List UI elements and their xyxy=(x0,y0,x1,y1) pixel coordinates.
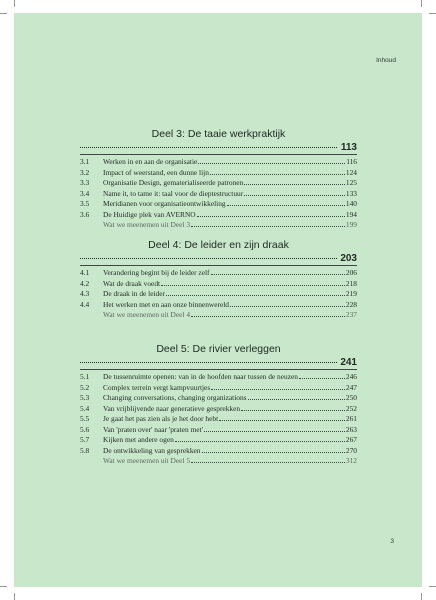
running-header: Inhoud xyxy=(376,57,396,64)
entry-title: Meridianen voor organisatieontwikkeling xyxy=(103,199,226,208)
toc-entry xyxy=(80,372,357,383)
entry-page: 252 xyxy=(345,403,357,413)
section-title: Deel 4: De leider en zijn draak xyxy=(148,239,289,251)
toc-entry xyxy=(80,300,357,311)
entry-title: Wat de draak voedt xyxy=(103,278,161,288)
crop-mark-bottom-left-h xyxy=(0,586,7,587)
summary-title: Wat we meenemen uit Deel 4 xyxy=(103,310,191,319)
leader-dots xyxy=(230,306,345,307)
crop-mark-bottom-right xyxy=(421,593,422,600)
toc-entry xyxy=(80,178,357,189)
leader-dots xyxy=(191,316,345,317)
toc-entry xyxy=(80,157,357,168)
toc-summary-entry xyxy=(80,456,357,467)
toc-entry xyxy=(80,414,357,425)
summary-title: Wat we meenemen uit Deel 5 xyxy=(103,456,191,465)
entry-page: 247 xyxy=(345,382,357,392)
toc-section-deel-4 xyxy=(80,238,357,321)
leader-dots xyxy=(299,378,345,379)
toc-entry xyxy=(80,393,357,404)
leader-dots xyxy=(248,399,345,400)
entry-number: 5.8 xyxy=(80,445,90,455)
entry-number: 4.1 xyxy=(80,268,90,277)
entry-page: 263 xyxy=(345,424,357,434)
entry-title: Werken in en aan de organisatie xyxy=(103,157,198,166)
entry-number: 3.5 xyxy=(80,199,90,208)
leader-dots xyxy=(80,362,337,363)
leader-dots xyxy=(161,285,345,286)
leader-dots xyxy=(197,216,345,217)
section-page-line xyxy=(80,253,357,265)
crop-mark-top-left-h xyxy=(0,13,7,14)
entry-title: Organisatie Design, gematerialiseerde patronen xyxy=(103,178,244,187)
entry-title: De ontwikkeling van gesprekken xyxy=(103,445,201,455)
entry-page: 206 xyxy=(345,268,357,277)
section-title: Deel 3: De taaie werkpraktijk xyxy=(151,128,286,140)
entry-number: 5.3 xyxy=(80,393,90,402)
entry-number: 5.1 xyxy=(80,372,90,381)
entry-page: 267 xyxy=(345,435,357,444)
leader-dots xyxy=(175,441,345,442)
entry-number: 3.4 xyxy=(80,188,90,198)
entry-page: 140 xyxy=(345,199,357,208)
leader-dots xyxy=(204,431,345,432)
section-page-number: 203 xyxy=(340,253,357,264)
entry-page: 270 xyxy=(345,445,357,455)
summary-page: 199 xyxy=(345,220,357,229)
entry-number: 5.5 xyxy=(80,414,90,423)
leader-dots xyxy=(210,174,345,175)
toc-entry xyxy=(80,168,357,179)
crop-mark-bottom-right-h xyxy=(429,586,436,587)
entry-title: De Huidige plek van AVERNO xyxy=(103,209,196,219)
entry-page: 133 xyxy=(345,188,357,198)
entry-title: Complex terrein vergt kampvuurtjes xyxy=(103,382,211,392)
entry-number: 4.3 xyxy=(80,289,90,298)
entry-page: 219 xyxy=(345,289,357,298)
crop-mark-top-right xyxy=(421,0,422,7)
entry-title: Name it, to tame it: taal voor de dieptestructuur xyxy=(103,188,244,198)
leader-dots xyxy=(227,205,345,206)
entry-title: Verandering begint bij de leider zelf xyxy=(103,268,210,277)
entry-number: 5.7 xyxy=(80,435,90,444)
toc-entry xyxy=(80,189,357,200)
entry-number: 5.2 xyxy=(80,382,90,392)
summary-page: 312 xyxy=(345,456,357,465)
entry-page: 116 xyxy=(346,157,357,166)
crop-mark-bottom-left xyxy=(14,593,15,600)
entry-title: Het werken met en aan onze binnenwereld xyxy=(103,299,229,309)
leader-dots xyxy=(191,226,345,227)
entry-page: 125 xyxy=(345,178,357,187)
entry-title: Van 'praten over' naar 'praten met' xyxy=(103,424,203,434)
entry-title: Van vrijblijvende naar generatieve gesprekken xyxy=(103,403,241,413)
entry-page: 218 xyxy=(345,278,357,288)
section-page-number: 241 xyxy=(340,357,357,368)
section-page-number: 113 xyxy=(340,142,357,153)
entry-number: 3.2 xyxy=(80,167,90,177)
toc-entry xyxy=(80,210,357,221)
entry-number: 3.3 xyxy=(80,178,90,187)
toc-entry xyxy=(80,446,357,457)
toc-summary-entry xyxy=(80,220,357,231)
toc-entry xyxy=(80,404,357,415)
entry-number: 3.1 xyxy=(80,157,90,166)
entry-number: 5.4 xyxy=(80,403,90,413)
entry-number: 4.2 xyxy=(80,278,90,288)
leader-dots xyxy=(191,462,345,463)
entry-number: 5.6 xyxy=(80,424,90,434)
section-page-line xyxy=(80,357,357,369)
entry-page: 194 xyxy=(345,209,357,219)
entry-page: 261 xyxy=(345,414,357,423)
page-number: 3 xyxy=(390,538,394,545)
entry-title: Impact of weerstand, een dunne lijn xyxy=(103,167,209,177)
entry-page: 228 xyxy=(345,299,357,309)
toc-entry xyxy=(80,279,357,290)
entry-page: 124 xyxy=(345,167,357,177)
section-title: Deel 5: De rivier verleggen xyxy=(156,343,281,355)
leader-dots xyxy=(219,420,345,421)
toc-section-deel-3 xyxy=(80,127,357,231)
toc-section-deel-5 xyxy=(80,342,357,467)
toc-entry xyxy=(80,268,357,279)
crop-mark-top-right-h xyxy=(429,13,436,14)
summary-page: 237 xyxy=(345,310,357,319)
entry-title: De tussenruimte openen: van in de hoofden naar tussen de neuzen xyxy=(103,372,298,381)
leader-dots xyxy=(166,295,345,296)
entry-page: 250 xyxy=(345,393,357,402)
entry-page: 246 xyxy=(345,372,357,381)
leader-dots xyxy=(198,163,345,164)
entry-title: Changing conversations, changing organizations xyxy=(103,393,247,402)
section-page-line xyxy=(80,142,357,154)
section-rule xyxy=(80,154,357,155)
leader-dots xyxy=(244,195,345,196)
toc-entry xyxy=(80,425,357,436)
entry-number: 4.4 xyxy=(80,299,90,309)
toc-entry xyxy=(80,383,357,394)
toc-entry xyxy=(80,435,357,446)
leader-dots xyxy=(80,258,337,259)
toc-entry xyxy=(80,289,357,300)
entry-title: De draak in de leider xyxy=(103,289,165,298)
section-rule xyxy=(80,265,357,266)
leader-dots xyxy=(202,452,345,453)
entry-title: Kijken met andere ogen xyxy=(103,435,174,444)
entry-number: 3.6 xyxy=(80,209,90,219)
toc-summary-entry xyxy=(80,310,357,321)
leader-dots xyxy=(80,147,337,148)
toc-entry xyxy=(80,199,357,210)
summary-title: Wat we meenemen uit Deel 3 xyxy=(103,220,191,229)
leader-dots xyxy=(211,389,345,390)
section-rule xyxy=(80,369,357,370)
entry-title: Je gaat het pas zien als je het door hebt xyxy=(103,414,219,423)
crop-mark-top-left xyxy=(14,0,15,7)
leader-dots xyxy=(211,274,345,275)
leader-dots xyxy=(241,410,345,411)
leader-dots xyxy=(244,184,345,185)
